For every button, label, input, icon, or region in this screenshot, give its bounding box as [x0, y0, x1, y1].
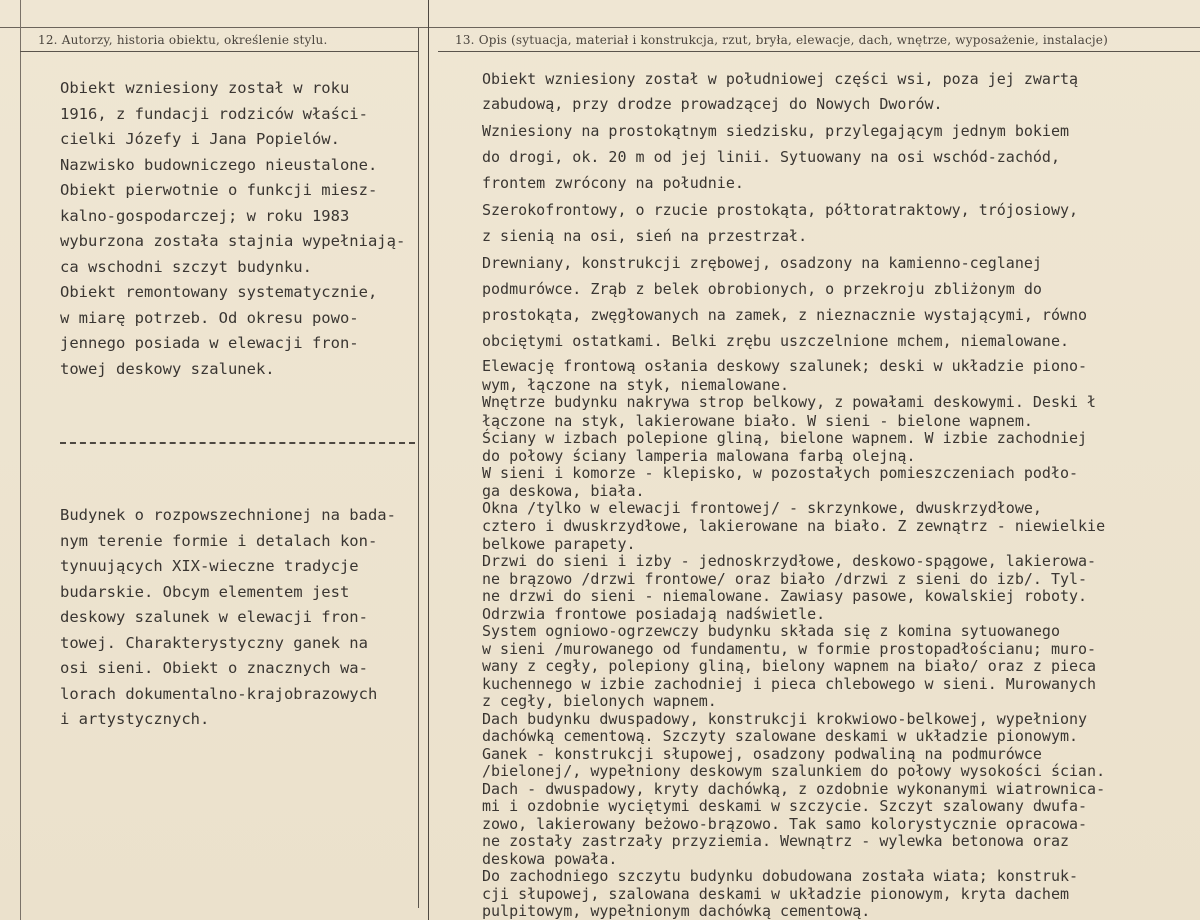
text-line: osi sieni. Obiekt o znacznych wa-	[60, 659, 368, 677]
text-line: i artystycznych.	[60, 710, 210, 728]
history-text-block	[60, 76, 422, 382]
text-line: 1916, z fundacji rodziców właści-	[60, 104, 368, 123]
text-line: z sienią na osi, sień na przestrzał.	[482, 227, 808, 245]
text-line: w sieni /murowanego od fundamentu, w formie prostopadłościanu; muro-	[482, 640, 1097, 658]
text-line: jennego posiada w elewacji fron-	[60, 334, 359, 352]
text-line: kalno-gospodarczej; w roku 1983	[60, 206, 350, 225]
text-line: Obiekt wzniesiony został w roku	[60, 79, 350, 97]
text-line: Obiekt remontowany systematycznie,	[60, 283, 378, 301]
text-line: do połowy ściany lamperia malowana farbą olejną.	[482, 447, 916, 465]
text-line: ga deskowa, biała.	[482, 482, 645, 500]
text-line: wym, łączone na styk, niemalowane.	[482, 376, 790, 394]
text-line: Nazwisko budowniczego nieustalone.	[60, 155, 378, 174]
text-line: Drzwi do sieni i izby - jednoskrzydłowe, deskowo-spągowe, lakierowa-	[482, 552, 1097, 570]
dashed-separator	[60, 442, 415, 444]
text-line: wany z cegły, polepiony gliną, bielony wapnem na biało/ oraz z pieca	[482, 657, 1097, 675]
text-line: cztero i dwuskrzydłowe, lakierowane na biało. Z zewnątrz - niewielkie	[482, 517, 1106, 535]
text-line: ne brązowo /drzwi frontowe/ oraz biało /drzwi z sieni do izb/. Tyl-	[482, 570, 1088, 588]
text-line: budarskie. Obcym elementem jest	[60, 582, 350, 601]
text-line: Okna /tylko w elewacji frontowej/ - skrzynkowe, dwuskrzydłowe,	[482, 499, 1042, 517]
text-line: wyburzona została stajnia wypełniają-	[60, 232, 406, 250]
text-line: obciętymi ostatkami. Belki zrębu uszczelnione mchem, niemalowane.	[482, 332, 1069, 350]
right-header-rule	[438, 51, 1200, 52]
text-line: Dach budynku dwuspadowy, konstrukcji krokwiowo-belkowej, wypełniony	[482, 710, 1088, 728]
text-line: Elewację frontową osłania deskowy szalunek; deski w układzie piono-	[482, 357, 1088, 375]
style-text-block	[60, 503, 422, 733]
text-line: Budynek o rozpowszechnionej na bada-	[60, 506, 396, 524]
text-line: kuchennego w izbie zachodniej i pieca chlebowego w sieni. Murowanych	[482, 675, 1097, 693]
text-line: ne drzwi do sieni - niemalowane. Zawiasy pasowe, kowalskiej roboty.	[482, 587, 1088, 605]
text-line: Ganek - konstrukcji słupowej, osadzony podwaliną na podmurówce	[482, 745, 1042, 763]
text-line: nym terenie formie i detalach kon-	[60, 531, 378, 550]
text-line: tynuujących XIX-wieczne tradycje	[60, 557, 359, 575]
text-line: Odrzwia frontowe posiadają nadświetle.	[482, 605, 826, 623]
text-line: mi i ozdobnie wyciętymi deskami w szczycie. Szczyt szalowany dwufa-	[482, 797, 1088, 815]
text-line: podmurówce. Zrąb z belek obrobionych, o przekroju zbliżonym do	[482, 280, 1042, 298]
text-line: frontem zwrócony na południe.	[482, 174, 744, 192]
text-line: w miarę potrzeb. Od okresu powo-	[60, 308, 359, 327]
text-line: Szerokofrontowy, o rzucie prostokąta, półtoratraktowy, trójosiowy,	[482, 201, 1079, 219]
text-line: zowo, lakierowany beżowo-brązowo. Tak samo kolorystycznie opracowa-	[482, 815, 1088, 833]
text-line: deskowy szalunek w elewacji fron-	[60, 608, 368, 626]
text-line: Obiekt pierwotnie o funkcji miesz-	[60, 181, 378, 199]
text-line: pulpitowym, wypełnionym dachówką cementową.	[482, 902, 871, 920]
left-header-rule	[20, 51, 418, 52]
text-line: łączone na styk, lakierowane biało. W sieni - bielone wapnem.	[482, 412, 1033, 430]
text-line: Obiekt wzniesiony został w południowej części wsi, poza jej zwartą	[482, 70, 1079, 88]
text-line: towej. Charakterystyczny ganek na	[60, 633, 368, 652]
text-line: cji słupowej, szalowana deskami w układzie pionowym, kryta dachem	[482, 885, 1069, 903]
column-divider-line	[428, 0, 429, 920]
text-line: cielki Józefy i Jana Popielów.	[60, 130, 340, 148]
text-line: prostokąta, zwęgłowanych na zamek, z nieznacznie wystającymi, równo	[482, 306, 1088, 324]
text-line: Ściany w izbach polepione gliną, bielone wapnem. W izbie zachodniej	[482, 429, 1088, 447]
text-line: Wzniesiony na prostokątnym siedzisku, przylegającym jednym bokiem	[482, 122, 1069, 140]
text-line: do drogi, ok. 20 m od jej linii. Sytuowany na osi wschód-zachód,	[482, 148, 1060, 166]
section-13-header: 13. Opis (sytuacja, materiał i konstrukcja, rzut, bryła, elewacje, dach, wnętrze, wyposażenie, instalacje)	[455, 33, 1108, 47]
text-line: Drewniany, konstrukcji zrębowej, osadzony na kamienno-ceglanej	[482, 254, 1042, 272]
text-line: ne zostały zastrzały przyziemia. Wewnątrz - wylewka betonowa oraz	[482, 832, 1069, 850]
text-line: deskowa powała.	[482, 850, 618, 868]
text-line: z cegły, bielonych wapnem.	[482, 692, 717, 710]
top-rule	[0, 27, 1200, 28]
text-line: dachówką cementową. Szczyty szalowane deskami w układzie pionowym.	[482, 727, 1079, 745]
text-line: belkowe parapety.	[482, 535, 636, 553]
text-line: zabudową, przy drodze prowadzącej do Nowych Dworów.	[482, 95, 943, 113]
left-border-line	[20, 0, 21, 920]
text-line: Do zachodniego szczytu budynku dobudowana została wiata; konstruk-	[482, 867, 1079, 885]
section-12-header: 12. Autorzy, historia obiektu, określenie stylu.	[38, 33, 328, 47]
text-line: towej deskowy szalunek.	[60, 359, 275, 378]
text-line: /bielonej/, wypełniony deskowym szalunkiem do połowy wysokości ścian.	[482, 762, 1106, 780]
text-line: Dach - dwuspadowy, kryty dachówką, z ozdobnie wykonanymi wiatrownica-	[482, 780, 1106, 798]
text-line: Wnętrze budynku nakrywa strop belkowy, z powałami deskowymi. Deski ł	[482, 393, 1097, 411]
text-line: W sieni i komorze - klepisko, w pozostałych pomieszczeniach podło-	[482, 464, 1079, 482]
text-line: ca wschodni szczyt budynku.	[60, 257, 312, 276]
text-line: System ogniowo-ogrzewczy budynku składa się z komina sytuowanego	[482, 622, 1060, 640]
text-line: lorach dokumentalno-krajobrazowych	[60, 684, 378, 703]
